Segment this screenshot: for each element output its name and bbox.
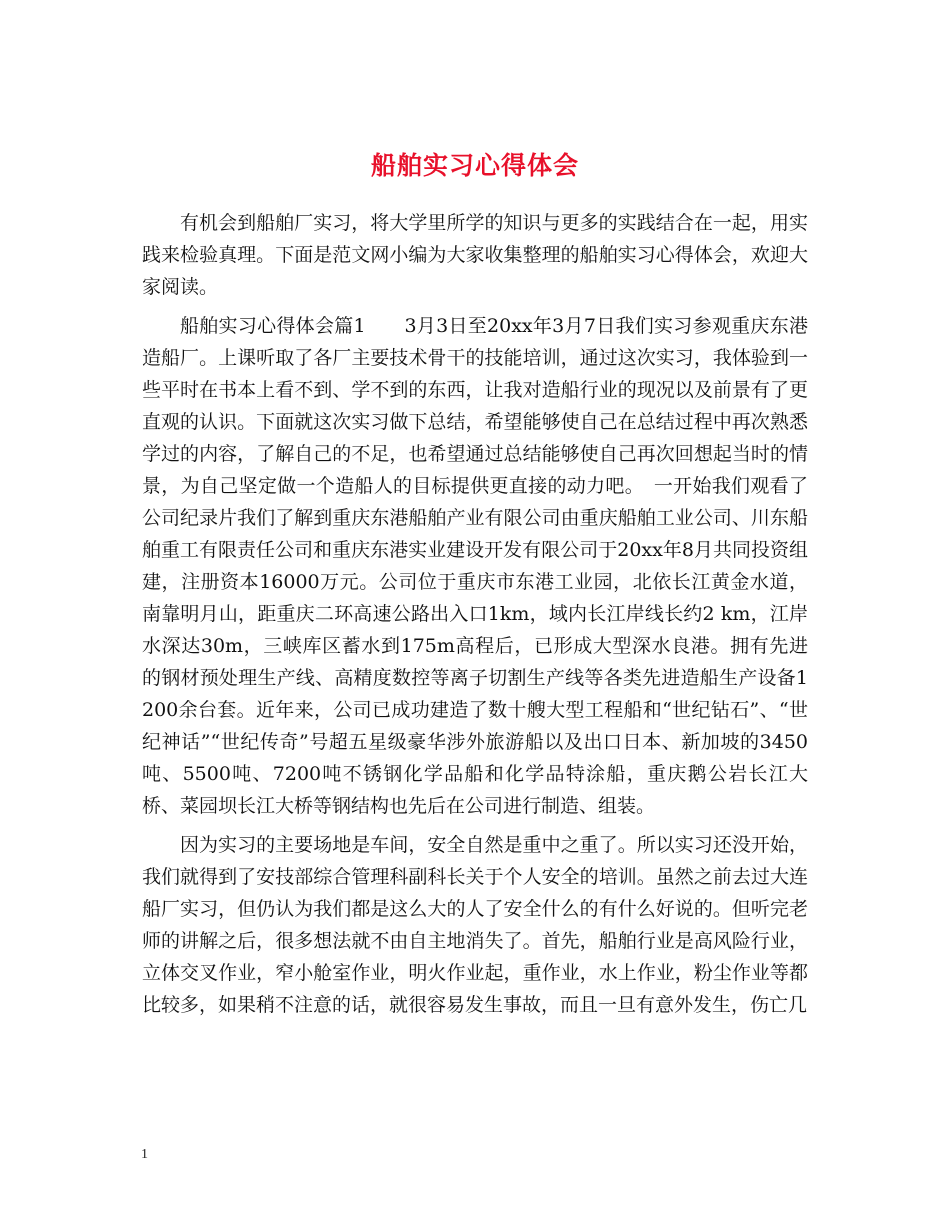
paragraph-safety-training: 因为实习的主要场地是车间，安全自然是重中之重了。所以实习还没开始，我们就得到了安技部综合管理科副科长关于个人安全的培训。虽然之前去过大连船厂实习，但仍认为我们都是这么大的人了安全什么的有什么好说的。但听完老师的讲解之后，很多想法就不由自主地消失了。首先，船舶行业是高风险行业，立体交叉作业，窄小舱室作业，明火作业起，重作业，水上作业，粉尘作业等都比较多，如果稍不注意的话，就很容易发生事故，而且一旦有意外发生，伤亡几 (142, 834, 808, 1016)
document-body (142, 207, 808, 1021)
page-number: 1 (141, 1147, 148, 1162)
paragraph-intro: 有机会到船舶厂实习，将大学里所学的知识与更多的实践结合在一起，用实践来检验真理。下面是范文网小编为大家收集整理的船舶实习心得体会，欢迎大家阅读。 (142, 212, 808, 298)
document-title: 船舶实习心得体会 (370, 150, 579, 180)
paragraph-internship-overview: 船舶实习心得体会篇1 3月3日至20xx年3月7日我们实习参观重庆东港造船厂。上课听取了各厂主要技术骨干的技能培训，通过这次实习，我体验到一些平时在书本上看不到、学不到的东西，让我对造船行业的现况以及前景有了更直观的认识。下面就这次实习做下总结，希望能够使自己在总结过程中再次熟悉学过的内容，了解自己的不足，也希望通过总结能够使自己再次回想起当时的情景，为自己坚定做一个造船人的目标提供更直接的动力吧。 一开始我们观看了公司纪录片我们了解到重庆东港船舶产业有限公司由重庆船舶工业公司、川东船舶重工有限责任公司和重庆东港实业建设开发有限公司于20xx年8月共同投资组建，注册资本16000万元。公司位于重庆市东港工业园，北依长江黄金水道，南靠明月山，距重庆二环高速公路出入口1km，域内长江岸线长约2 km，江岸水深达30m，三峡库区蓄水到175m高程后，已形成大型深水良港。拥有先进的钢材预处理生产线、高精度数控等离子切割生产线等各类先进造船生产设备1200余台套。近年来，公司已成功建造了数十艘大型工程船和“世纪钻石”、“世纪神话”“世纪传奇”号超五星级豪华涉外旅游船以及出口日本、新加坡的3450吨、5500吨、7200吨不锈钢化学品船和化学品特涂船，重庆鹅公岩长江大桥、菜园坝长江大桥等钢结构也先后在公司进行制造、组装。 (142, 315, 808, 817)
